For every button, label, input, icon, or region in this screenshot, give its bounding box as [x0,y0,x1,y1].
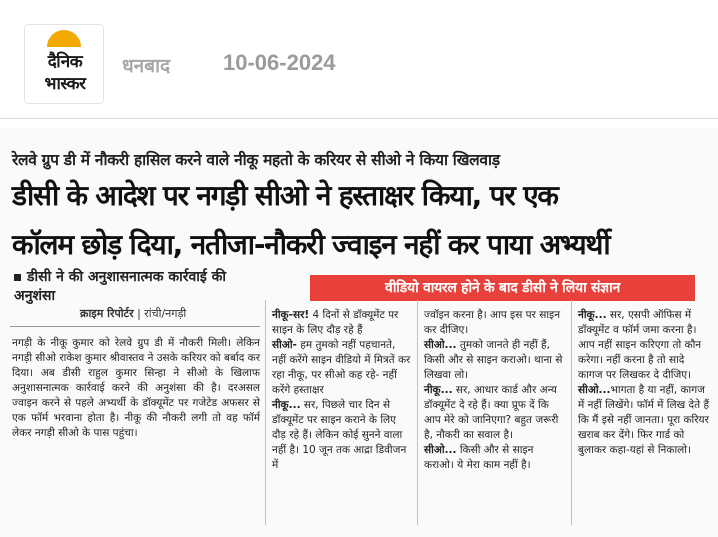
dialogue-line [424,308,564,338]
column-divider [417,300,418,525]
divider [10,326,260,327]
dialogue-column-3 [578,308,710,458]
speaker: सीओ- [272,339,297,351]
dialogue-text: किसी और से साइन कराओ। ये मेरा काम नहीं है। [424,444,534,471]
dialogue-text: सर, एसपी ऑफिस में डॉक्यूमेंट व फॉर्म जमा करना है। आप नहीं साइन करिएगा तो कौन करेगा। नहीं करना है तो सादे कागज पर लिखकर दे दीजिए। [578,309,702,381]
column-divider [571,300,572,525]
subheadline [14,268,254,306]
dialogue-text: सर, आधार कार्ड और अन्य डॉक्यूमेंट दे रहे हैं। क्या प्रूफ दें कि आप मेरे को जानिएगा? बहुत जरूरी है, नौकरी का सवाल है। [424,384,559,441]
edition-city: धनबाद [122,55,171,77]
section-banner: वीडियो वायरल होने के बाद डीसी ने लिया संज्ञान [310,275,695,301]
dialogue-line [424,443,564,473]
logo-line1: दैनिक [47,52,83,72]
logo-line2: भास्कर [44,74,86,94]
newspaper-logo[interactable] [24,24,104,104]
column-divider [265,300,266,525]
byline: क्राइम रिपोर्टर | रांची/नगड़ी [80,307,187,320]
dialogue-text: भागता है या नहीं, कागज में नहीं लिखेंगे। फॉर्म में लिख देते हैं कि मैं इसे नहीं जानता। पूरा करियर खराब कर देंगे। फिर गार्ड को बुलाकर कहा-यहां से निकालो। [578,384,710,456]
dialogue-line [424,383,564,443]
bullet-icon [14,274,21,281]
dialogue-line [272,308,412,338]
dialogue-line [272,398,412,473]
dialogue-text: तुमको जानते ही नहीं हैं, किसी और से साइन कराओ। थाना से लिखवा लो। [424,339,563,381]
speaker: सीओ... [578,384,611,396]
speaker: नीकू-सर! [272,309,310,321]
article-kicker: रेलवे ग्रुप डी में नौकरी हासिल करने वाले नीकू महतो के करियर से सीओ ने किया खिलवाड़ [12,151,500,169]
dialogue-column-2 [424,308,564,473]
byline-place: रांची/नगड़ी [144,307,187,320]
dialogue-text: सर, पिछले चार दिन से डॉक्यूमेंट पर साइन कराने के लिए दौड़ रहे हैं। लेकिन कोई सुनने वाला नहीं है। 10 जून तक आद्रा डिवीजन में [272,399,407,471]
app-header [0,0,718,119]
speaker: नीकू... [424,384,453,396]
speaker: नीकू... [272,399,301,411]
subheadline-text: डीसी ने की अनुशासनात्मक कार्रवाई की अनुशंसा [14,269,227,304]
lead-paragraph: नगड़ी के नीकू कुमार को रेलवे ग्रुप डी में नौकरी मिली। लेकिन नगड़ी सीओ राकेश कुमार श्रीवास्तव ने उसके करियर को बर्बाद कर दिया। अब डीसी राहुल कुमार सिन्हा ने सीओ के खिलाफ अनुशासनात्मक कार्रवाई करने की अनुशंसा की है। दरअसल ज्वाइन करने से पहले अभ्यर्थी के डॉक्यूमेंट पर गजेटेड अफसर से एक फॉर्म भरवाना होता है। नीकू की नौकरी लगी तो वह फॉर्म लेकर नगड़ी सीओ के पास पहुंचा। [12,337,260,439]
edition-date: 10-06-2024 [223,50,336,75]
dialogue-column-1 [272,308,412,473]
dialogue-line [578,308,710,383]
speaker: सीओ... [424,444,457,456]
dialogue-line [424,338,564,383]
dialogue-text: 4 दिनों से डॉक्यूमेंट पर साइन के लिए दौड़ रहे हैं [272,309,399,336]
dialogue-line [578,383,710,458]
speaker: नीकू... [578,309,607,321]
byline-name: क्राइम रिपोर्टर [80,307,134,320]
headline-line-1: डीसी के आदेश पर नगड़ी सीओ ने हस्ताक्षर किया, पर एक [12,179,558,212]
dialogue-text: हम तुमको नहीं पहचानते, नहीं करेंगे साइन वीडियो में मित्रतें कर रहा नीकू, पर सीओ कह रहे- नहीं करेंगे हस्ताक्षर [272,339,411,396]
speaker: सीओ... [424,339,457,351]
dialogue-text: ज्वॉइन करना है। आप इस पर साइन कर दीजिए। [424,309,561,336]
dialogue-line [272,338,412,398]
headline-line-2: कॉलम छोड़ दिया, नतीजा-नौकरी ज्वाइन नहीं कर पाया अभ्यर्थी [12,228,610,261]
sun-logo-icon [47,30,81,47]
